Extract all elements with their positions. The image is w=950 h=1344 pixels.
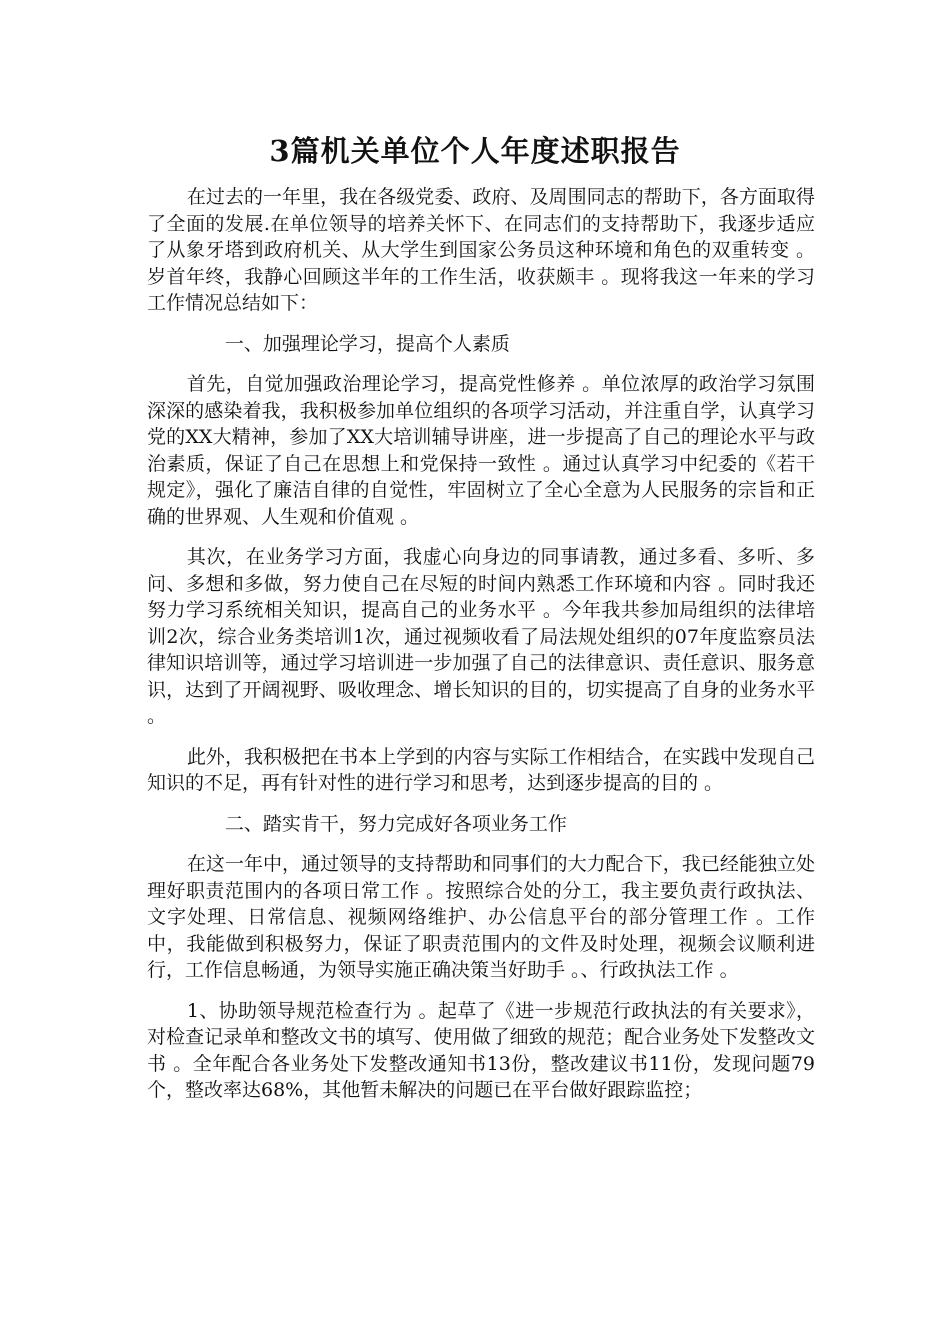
document-title: 3篇机关单位个人年度述职报告 (269, 134, 681, 168)
document-body (147, 184, 815, 1118)
body-paragraph: 其次，在业务学习方面，我虚心向身边的同事请教，通过多看、多听、多问、多想和多做，努力使自己在尽短的时间内熟悉工作环境和内容 。同时我还努力学习系统相关知识，提高自己的业务水平 。今年我共参加局组织的法律培训2次，综合业务类培训1次，通过视频收看了局法规处组织的07年度监察员法律知识培训等，通过学习培训进一步加强了自己的法律意识、责任意识、服务意识，达到了开阔视野、吸收理念、增长知识的目的，切实提高了自身的业务水平 。 (147, 546, 815, 727)
section-heading-2: 二、踏实肯干，努力完成好各项业务工作 (224, 812, 567, 835)
intro-paragraph: 在过去的一年里，我在各级党委、政府、及周围同志的帮助下，各方面取得了全面的发展.在单位领导的培养关怀下、在同志们的支持帮助下，我逐步适应了从象牙塔到政府机关、从大学生到国家公务员这种环境和角色的双重转变 。岁首年终，我静心回顾这半年的工作生活，收获颇丰 。现将我这一年来的学习工作情况总结如下： (147, 186, 815, 314)
body-paragraph: 1、协助领导规范检查行为 。起草了《进一步规范行政执法的有关要求》，对检查记录单和整改文书的填写、使用做了细致的规范；配合业务处下发整改文书 。全年配合各业务处下发整改通知书13份，整改建议书11份，发现问题79个，整改率达68%，其他暂未解决的问题已在平台做好跟踪监控； (147, 999, 815, 1101)
body-paragraph: 此外，我积极把在书本上学到的内容与实际工作相结合，在实践中发现自己知识的不足，再有针对性的进行学习和思考，达到逐步提高的目的 。 (147, 745, 815, 794)
body-paragraph: 首先，自觉加强政治理论学习，提高党性修养 。单位浓厚的政治学习氛围深深的感染着我，我积极参加单位组织的各项学习活动，并注重自学，认真学习党的XX大精神，参加了XX大培训辅导讲座，进一步提高了自己的理论水平与政治素质，保证了自己在思想上和党保持一致性 。通过认真学习中纪委的《若干规定》，强化了廉洁自律的自觉性，牢固树立了全心全意为人民服务的宗旨和正确的世界观、人生观和价值观 。 (147, 373, 815, 528)
body-paragraph: 在这一年中，通过领导的支持帮助和同事们的大力配合下，我已经能独立处理好职责范围内的各项日常工作 。按照综合处的分工，我主要负责行政执法、文字处理、日常信息、视频网络维护、办公信息平台的部分管理工作 。工作中，我能做到积极努力，保证了职责范围内的文件及时处理，视频会议顺利进行，工作信息畅通，为领导实施正确决策当好助手 。、行政执法工作 。 (147, 853, 815, 981)
section-heading-1: 一、加强理论学习，提高个人素质 (224, 332, 510, 355)
